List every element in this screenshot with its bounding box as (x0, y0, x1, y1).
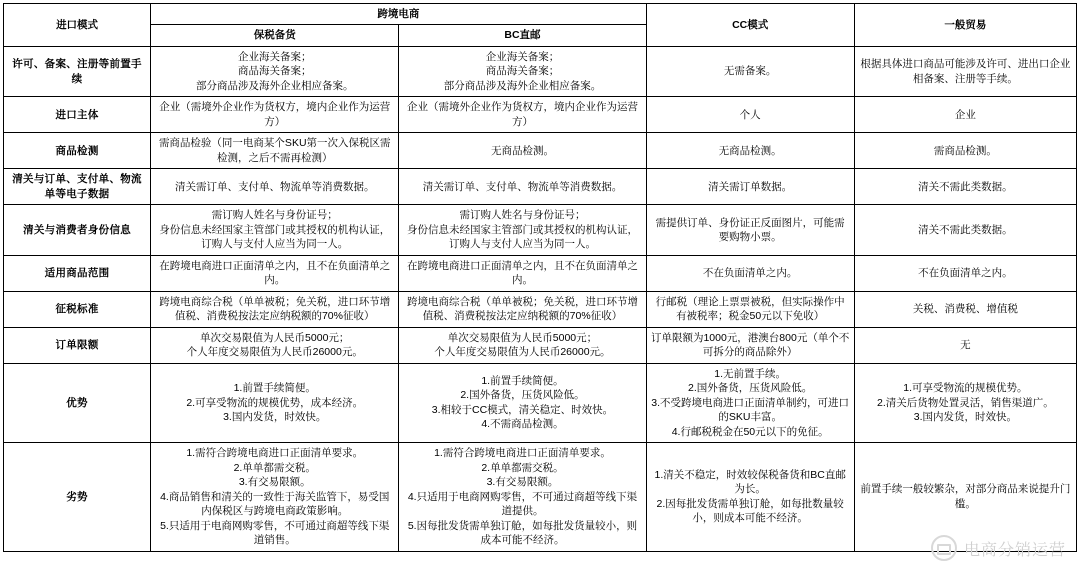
table-row (4, 443, 1077, 551)
cell-bonded: 在跨境电商进口正面清单之内，且不在负面清单之内。 (151, 255, 399, 291)
cell-bonded: 跨境电商综合税（单单被税；免关税，进口环节增值税、消费税按法定应纳税额的70%征收） (151, 291, 399, 327)
header-bonded-stock: 保税备货 (151, 25, 399, 46)
header-cc-mode: CC模式 (646, 4, 854, 47)
row-label: 征税标准 (4, 291, 151, 327)
watermark-label: 电商分销运营 (963, 541, 1066, 559)
cell-bc-direct: 1.需符合跨境电商进口正面清单要求。 2.单单都需交税。 3.有交易限额。 4.只适用于电商网购零售，不可通过商超等线下渠道提供。 5.因每批发货需单独订舱，如每批发货量较小，则成本可能不经济。 (399, 443, 646, 551)
cell-cc-mode: 清关需订单数据。 (646, 169, 854, 205)
row-label: 进口主体 (4, 97, 151, 133)
cell-cc-mode: 需提供订单、身份证正反面图片，可能需要购物小票。 (646, 205, 854, 255)
cell-bc-direct: 企业海关备案； 商品海关备案； 部分商品涉及海外企业相应备案。 (399, 46, 646, 96)
cell-bc-direct: 需订购人姓名与身份证号； 身份信息未经国家主管部门或其授权的机构认证，订购人与支付人应当为同一人。 (399, 205, 646, 255)
cell-cc-mode: 无商品检测。 (646, 133, 854, 169)
row-label: 清关与订单、支付单、物流单等电子数据 (4, 169, 151, 205)
row-label: 清关与消费者身份信息 (4, 205, 151, 255)
cell-bc-direct: 单次交易限值为人民币5000元； 个人年度交易限值为人民币26000元。 (399, 327, 646, 363)
row-label: 优势 (4, 363, 151, 442)
table-sheet (0, 3, 1080, 569)
cell-general-trade: 无 (854, 327, 1076, 363)
cell-bonded: 企业（需境外企业作为货权方，境内企业作为运营方） (151, 97, 399, 133)
table-row (4, 255, 1077, 291)
header-bc-direct: BC直邮 (399, 25, 646, 46)
cell-bc-direct: 清关需订单、支付单、物流单等消费数据。 (399, 169, 646, 205)
cell-bc-direct: 企业（需境外企业作为货权方，境内企业作为运营方） (399, 97, 646, 133)
cell-general-trade: 清关不需此类数据。 (854, 205, 1076, 255)
table-row (4, 169, 1077, 205)
cell-cc-mode: 不在负面清单之内。 (646, 255, 854, 291)
cell-general-trade: 企业 (854, 97, 1076, 133)
row-label: 商品检测 (4, 133, 151, 169)
cell-bonded: 需商品检验（同一电商某个SKU第一次入保税区需检测，之后不需再检测） (151, 133, 399, 169)
cell-general-trade: 不在负面清单之内。 (854, 255, 1076, 291)
cell-cc-mode: 行邮税（理论上票票被税，但实际操作中有被税率；税金50元以下免收） (646, 291, 854, 327)
cell-general-trade: 根据具体进口商品可能涉及许可、进出口企业相备案、注册等手续。 (854, 46, 1076, 96)
cell-bc-direct: 跨境电商综合税（单单被税；免关税，进口环节增值税、消费税按法定应纳税额的70%征收） (399, 291, 646, 327)
cell-cc-mode: 无需备案。 (646, 46, 854, 96)
table-row (4, 205, 1077, 255)
row-label: 许可、备案、注册等前置手续 (4, 46, 151, 96)
cell-bonded: 清关需订单、支付单、物流单等消费数据。 (151, 169, 399, 205)
row-label: 订单限额 (4, 327, 151, 363)
cell-general-trade: 关税、消费税、增值税 (854, 291, 1076, 327)
cell-cc-mode: 个人 (646, 97, 854, 133)
row-label: 适用商品范围 (4, 255, 151, 291)
table-row (4, 97, 1077, 133)
cell-bonded: 需订购人姓名与身份证号； 身份信息未经国家主管部门或其授权的机构认证，订购人与支付人应当为同一人。 (151, 205, 399, 255)
cell-bc-direct: 1.前置手续简便。 2.国外备货，压货风险低。 3.相较于CC模式，清关稳定、时效快。 4.不需商品检测。 (399, 363, 646, 442)
cell-cc-mode: 1.无前置手续。 2.国外备货，压货风险低。 3.不受跨境电商进口正面清单制约，可进口的SKU丰富。 4.行邮税税金在50元以下的免征。 (646, 363, 854, 442)
cell-general-trade: 清关不需此类数据。 (854, 169, 1076, 205)
table-row (4, 291, 1077, 327)
cell-bc-direct: 在跨境电商进口正面清单之内，且不在负面清单之内。 (399, 255, 646, 291)
table-row (4, 133, 1077, 169)
import-mode-comparison-table (3, 3, 1077, 552)
header-general-trade: 一般贸易 (854, 4, 1076, 47)
cell-bc-direct: 无商品检测。 (399, 133, 646, 169)
cell-bonded: 企业海关备案； 商品海关备案； 部分商品涉及海外企业相应备案。 (151, 46, 399, 96)
table-row (4, 46, 1077, 96)
cell-bonded: 1.需符合跨境电商进口正面清单要求。 2.单单都需交税。 3.有交易限额。 4.商品销售和清关的一致性于海关监管下，易受国内保税区与跨境电商政策影响。 5.只适用于电商网购零售，不可通过商超等线下渠道销售。 (151, 443, 399, 551)
cell-bonded: 1.前置手续简便。 2.可享受物流的规模优势，成本经济。 3.国内发货，时效快。 (151, 363, 399, 442)
header-import-mode: 进口模式 (4, 4, 151, 47)
table-row (4, 327, 1077, 363)
header-cross-border: 跨境电商 (151, 4, 646, 25)
cell-general-trade: 1.可享受物流的规模优势。 2.清关后货物处置灵活，销售渠道广。 3.国内发货，时效快。 (854, 363, 1076, 442)
cell-cc-mode: 1.清关不稳定，时效较保税备货和BC直邮为长。 2.因每批发货需单独订舱，如每批数量较小，则成本可能不经济。 (646, 443, 854, 551)
table-row (4, 363, 1077, 442)
cell-general-trade: 需商品检测。 (854, 133, 1076, 169)
cell-bonded: 单次交易限值为人民币5000元； 个人年度交易限值为人民币26000元。 (151, 327, 399, 363)
cell-general-trade: 前置手续一般较繁杂，对部分商品来说提升门槛。 (854, 443, 1076, 551)
table-header-row-1 (4, 4, 1077, 25)
row-label: 劣势 (4, 443, 151, 551)
cell-cc-mode: 订单限额为1000元，港澳台800元（单个不可拆分的商品除外） (646, 327, 854, 363)
